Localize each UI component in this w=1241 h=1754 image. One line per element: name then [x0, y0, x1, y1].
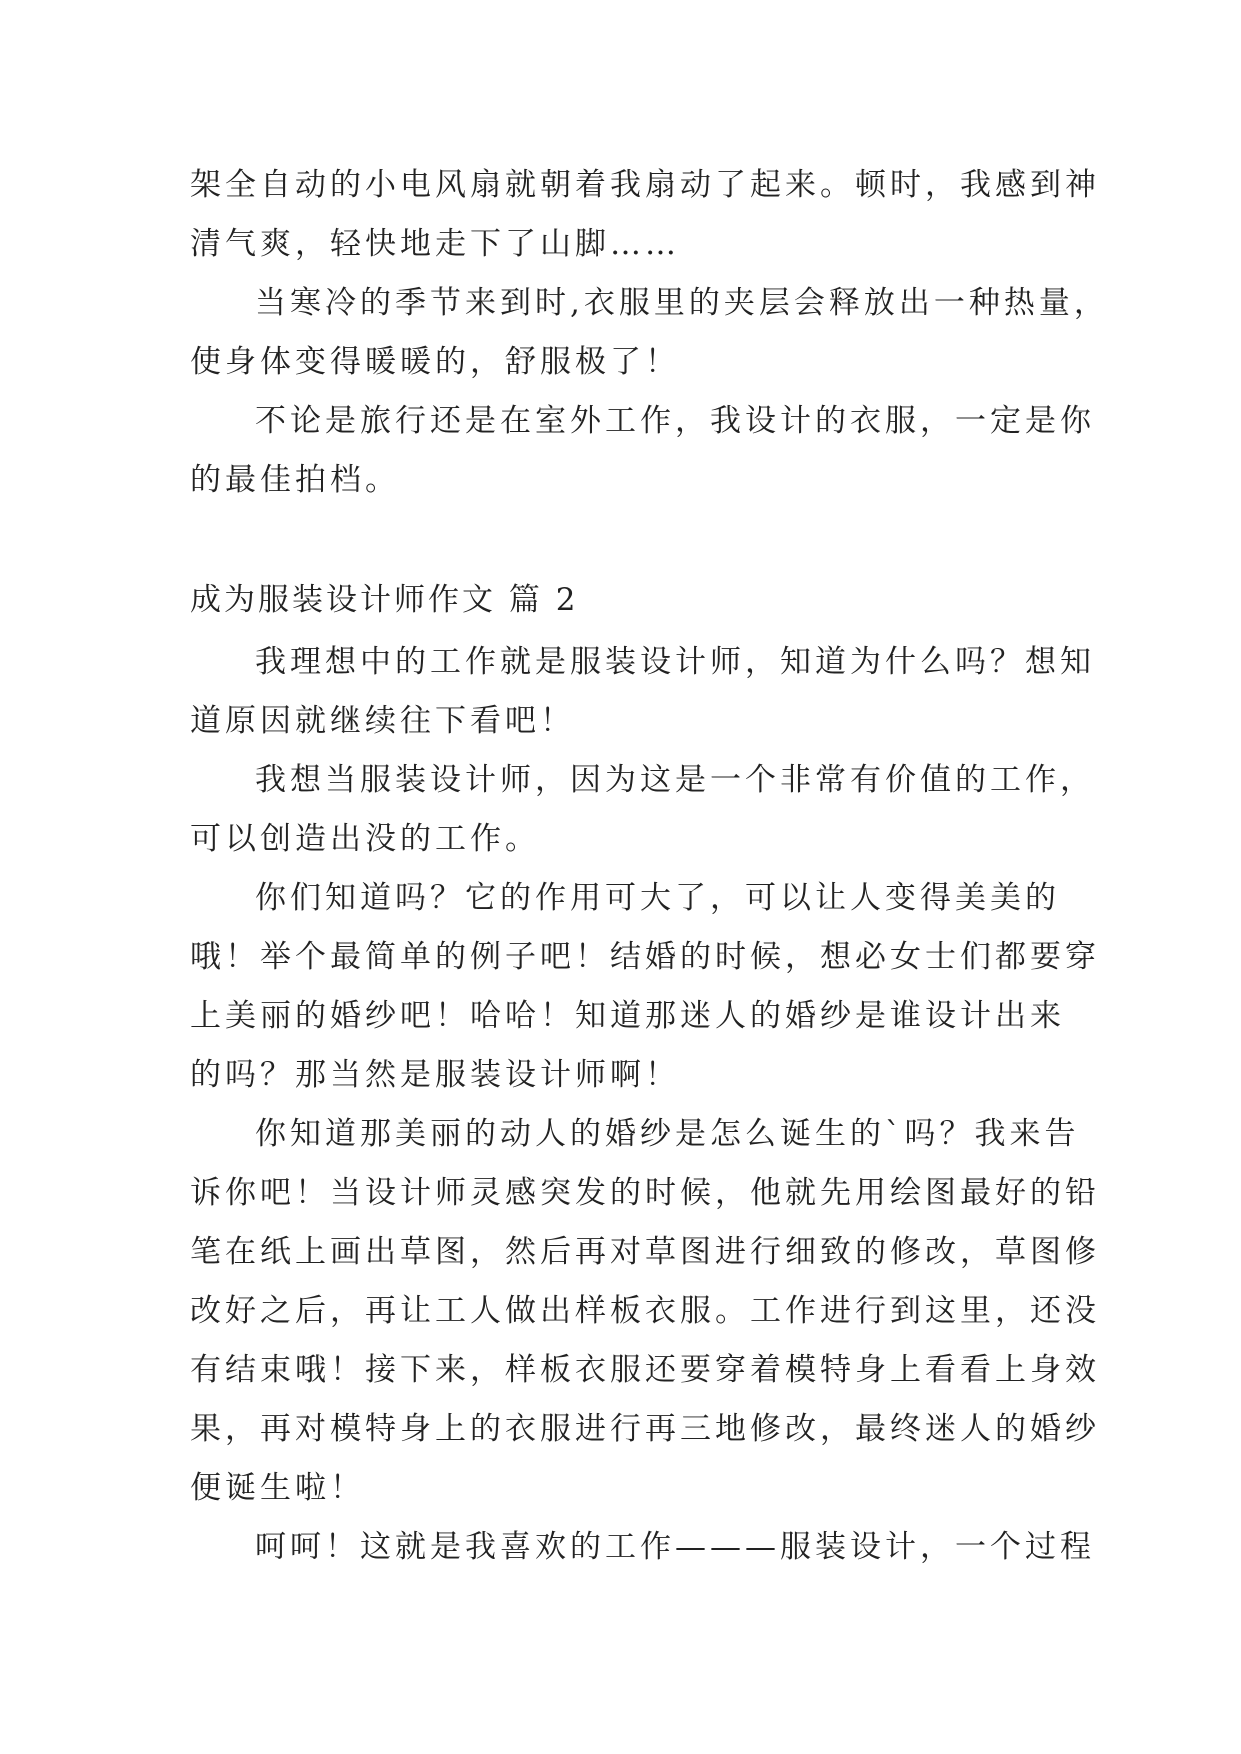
text-line: 使身体变得暖暖的，舒服极了！ — [190, 344, 680, 380]
text-line: 清气爽，轻快地走下了山脚…… — [190, 226, 680, 262]
paragraph-start: 呵呵！这就是我喜欢的工作———服装设计，一个过程 — [255, 1529, 1095, 1565]
text-line: 的最佳拍档。 — [190, 462, 400, 498]
text-line: 哦！举个最简单的例子吧！结婚的时候，想必女士们都要穿 — [190, 939, 1100, 975]
text-line: 笔在纸上画出草图，然后再对草图进行细致的修改，草图修 — [190, 1234, 1100, 1270]
paragraph-start: 我想当服装设计师，因为这是一个非常有价值的工作， — [255, 762, 1095, 798]
text-line: 诉你吧！当设计师灵感突发的时候，他就先用绘图最好的铅 — [190, 1175, 1100, 1211]
paragraph-start: 不论是旅行还是在室外工作，我设计的衣服，一定是你 — [255, 403, 1095, 439]
text-line: 便诞生啦！ — [190, 1470, 365, 1506]
text-line: 改好之后，再让工人做出样板衣服。工作进行到这里，还没 — [190, 1293, 1100, 1329]
text-line: 道原因就继续往下看吧！ — [190, 703, 575, 739]
text-line: 上美丽的婚纱吧！哈哈！知道那迷人的婚纱是谁设计出来 — [190, 998, 1065, 1034]
paragraph-start: 当寒冷的季节来到时,衣服里的夹层会释放出一种热量， — [255, 285, 1109, 321]
text-line: 可以创造出没的工作。 — [190, 821, 540, 857]
paragraph-start: 你们知道吗？它的作用可大了，可以让人变得美美的 — [255, 880, 1060, 916]
text-line: 架全自动的小电风扇就朝着我扇动了起来。顿时，我感到神 — [190, 167, 1100, 203]
text-line: 有结束哦！接下来，样板衣服还要穿着模特身上看看上身效 — [190, 1352, 1100, 1388]
paragraph-start: 我理想中的工作就是服装设计师，知道为什么吗？想知 — [255, 644, 1095, 680]
text-line: 果，再对模特身上的衣服进行再三地修改，最终迷人的婚纱 — [190, 1411, 1100, 1447]
section-heading: 成为服装设计师作文 篇 2 — [190, 582, 579, 618]
text-line: 的吗？那当然是服装设计师啊！ — [190, 1057, 680, 1093]
paragraph-start: 你知道那美丽的动人的婚纱是怎么诞生的`吗？我来告 — [255, 1116, 1080, 1152]
